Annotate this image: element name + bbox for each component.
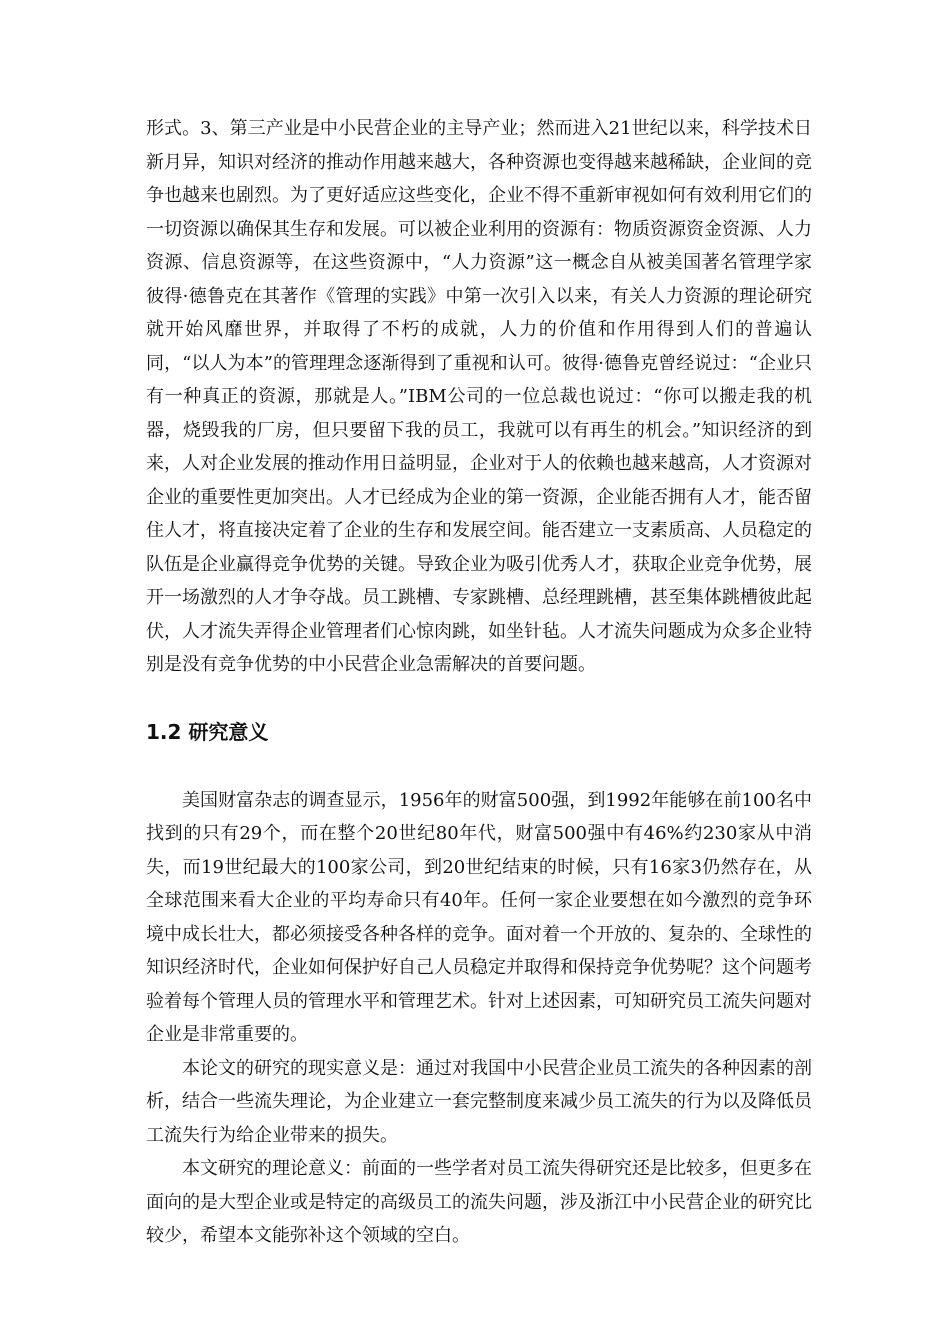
section-heading-research-significance: 1.2 研究意义 xyxy=(146,719,269,744)
research-significance-section xyxy=(146,784,812,1253)
significance-paragraph-1: 美国财富杂志的调查显示，1956年的财富500强，到1992年能够在前100名中找到的只有29个，而在整个20世纪80年代，财富500强中有46%约230家从中消失，而19世纪最大的100家公司，到20世纪结束的时候，只有16家3仍然存在，从全球范围来看大企业的平均寿命只有40年。任何一家企业要想在如今激烈的竞争环境中成长壮大，都必须接受各种各样的竞争。面对着一个开放的、复杂的、全球性的知识经济时代，企业如何保护好自己人员稳定并取得和保持竞争优势呢？这个问题考验着每个管理人员的管理水平和管理艺术。针对上述因素，可知研究员工流失问题对企业是非常重要的。 xyxy=(146,789,812,1045)
background-paragraph: 形式。3、第三产业是中小民营企业的主导产业；然而进入21世纪以来，科学技术日新月异，知识对经济的推动作用越来越大，各种资源也变得越来越稀缺，企业间的竞争也越来也剧烈。为了更好适应这些变化，企业不得不重新审视如何有效利用它们的一切资源以确保其生存和发展。可以被企业利用的资源有：物质资源资金资源、人力资源、信息资源等，在这些资源中，“人力资源”这一概念自从被美国著名管理学家彼得·德鲁克在其著作《管理的实践》中第一次引入以来，有关人力资源的理论研究就开始风靡世界，并取得了不朽的成就，人力的价值和作用得到人们的普遍认同，“以人为本”的管理理念逐渐得到了重视和认可。彼得·德鲁克曾经说过：“企业只有一种真正的资源，那就是人。”IBM公司的一位总裁也说过：“你可以搬走我的机器，烧毁我的厂房，但只要留下我的员工，我就可以有再生的机会。”知识经济的到来，人对企业发展的推动作用日益明显，企业对于人的依赖也越来越高，人才资源对企业的重要性更加突出。人才已经成为企业的第一资源，企业能否拥有人才，能否留住人才，将直接决定着了企业的生存和发展空间。能否建立一支素质高、人员稳定的队伍是企业赢得竞争优势的关键。导致企业为吸引优秀人才，获取企业竞争优势，展开一场激烈的人才争夺战。员工跳槽、专家跳槽、总经理跳槽，甚至集体跳槽彼此起伏，人才流失弄得企业管理者们心惊肉跳，如坐针毡。人才流失问题成为众多企业特别是没有竞争优势的中小民营企业急需解决的首要问题。 xyxy=(146,118,812,675)
document-page xyxy=(146,112,812,1253)
significance-paragraph-practical: 本论文的研究的现实意义是：通过对我国中小民营企业员工流失的各种因素的剖析，结合一些流失理论，为企业建立一套完整制度来减少员工流失的行为以及降低员工流失行为给企业带来的损失。 xyxy=(146,1057,812,1146)
significance-paragraph-theoretical: 本文研究的理论意义：前面的一些学者对员工流失得研究还是比较多，但更多在面向的是大型企业或是特定的高级员工的流失问题，涉及浙江中小民营企业的研究比较少，希望本文能弥补这个领域的空白。 xyxy=(146,1158,812,1246)
